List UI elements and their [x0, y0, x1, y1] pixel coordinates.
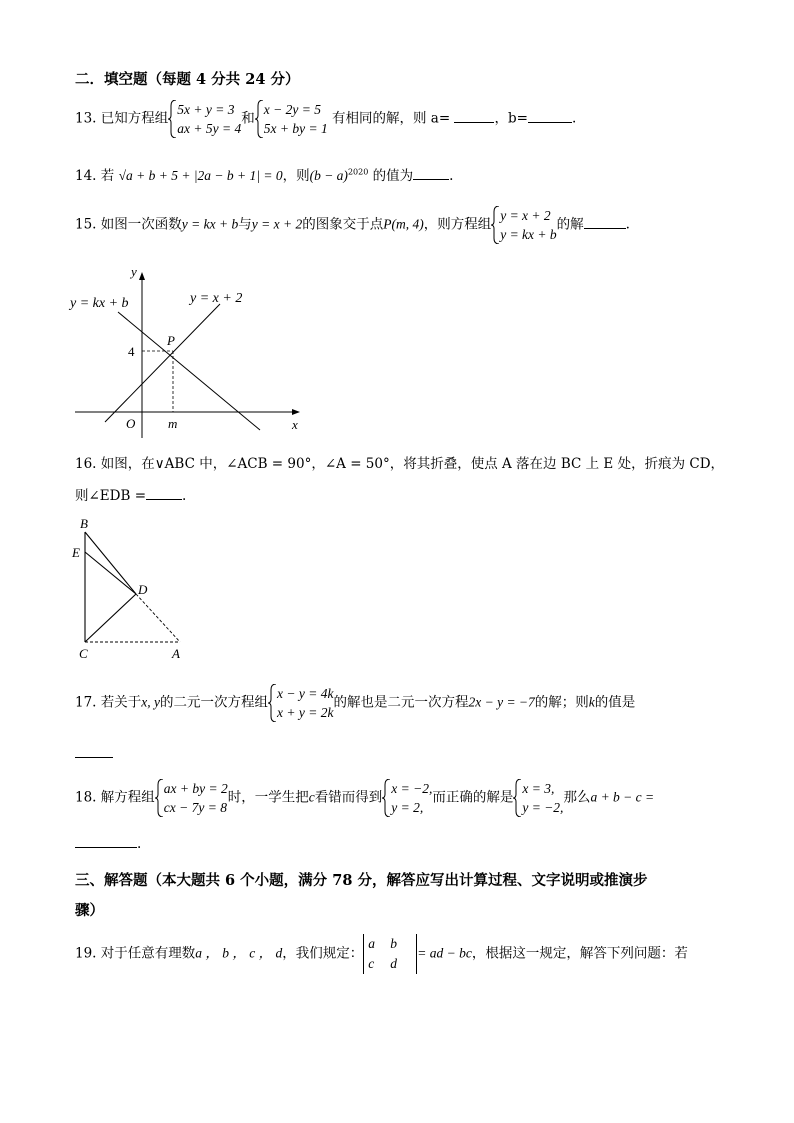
q17-k: k	[588, 694, 595, 710]
segment-da-dashed	[136, 594, 180, 642]
segment-ed	[85, 552, 136, 594]
q18-expression: a + b − c =	[590, 789, 655, 805]
q15-function-1: y = kx + b	[181, 216, 239, 232]
q14-expression-1: √a + b + 5 + |2a − b + 1| = 0	[118, 168, 283, 183]
q16-text-2: 则∠EDB =	[75, 488, 147, 504]
q15-number: 15.	[75, 216, 97, 233]
q17-text-2: 的二元一次方程组	[160, 694, 269, 711]
q13-system-1	[168, 100, 241, 138]
q18-text-4: 而正确的解是	[432, 789, 514, 806]
label-a: A	[172, 646, 180, 661]
q14-exponent: 2020	[347, 167, 369, 177]
q17-answer-blank[interactable]	[75, 742, 113, 758]
q13-system-2	[255, 100, 328, 138]
q17-number: 17.	[75, 694, 97, 711]
q18-sys-eq2: cx − 7y = 8	[163, 800, 227, 815]
q17-equation: 2x − y = −7	[468, 694, 535, 710]
q15-text-2: 与	[238, 216, 252, 233]
q19-determinant	[363, 934, 417, 974]
q16-dot: .	[182, 488, 187, 504]
section-2-title: 二．填空题（每题 4 分共 24 分）	[75, 71, 300, 88]
det-d: d	[390, 956, 398, 971]
q19-number: 19.	[75, 945, 97, 962]
section-3-title-line-1: 三、解答题（本大题共 6 个小题，满分 78 分，解答应写出计算过程、文字说明或推演步	[75, 872, 648, 889]
q18-sol2-y: y = −2,	[522, 800, 564, 815]
q15-graph	[60, 262, 310, 440]
q15-text-3: 的图象交于点	[302, 216, 384, 233]
q18-number: 18.	[75, 789, 97, 806]
question-13	[75, 100, 576, 138]
label-b: B	[80, 516, 88, 531]
q14-answer-blank[interactable]	[413, 179, 449, 180]
q14-number: 14.	[75, 168, 97, 184]
q18-text-5: 那么	[563, 789, 591, 806]
q14-dot: .	[449, 168, 454, 184]
q19-text-3: ，根据这一规定，解答下列问题：若	[471, 945, 688, 962]
q18-sol1-x: x = −2,	[391, 781, 433, 796]
q13-b-label: ，b=	[494, 110, 528, 127]
q13-sys2-eq2: 5x + by = 1	[263, 121, 328, 136]
q18-text-2: 时，一学生把	[227, 789, 309, 806]
q17-text-3: 的解也是二元一次方程	[333, 694, 469, 711]
q14-end: 的值为	[372, 168, 414, 184]
q18-correct-solution	[513, 779, 563, 817]
question-18	[75, 779, 654, 817]
q19-text-2: ，我们规定：	[282, 945, 364, 962]
q15-system	[491, 206, 556, 244]
q18-sol1-y: y = 2,	[391, 800, 424, 815]
question-17	[75, 684, 635, 722]
q15-sys-eq2: y = kx + b	[500, 227, 557, 242]
q17-system	[268, 684, 333, 722]
q17-sys-eq2: x + y = 2k	[277, 705, 334, 720]
q13-and: 和	[241, 110, 255, 127]
q15-answer-blank[interactable]	[584, 228, 626, 229]
q17-vars: x, y	[141, 694, 161, 710]
q13-middle-text: 有相同的解，则 a=	[332, 110, 451, 127]
q16-answer-blank[interactable]	[146, 499, 182, 500]
q18-dot: .	[137, 836, 142, 852]
q16-text-1: 如图，在∨ABC 中，∠ACB = 90°，∠A = 50°，将其折叠，使点 A 落在边 BC 上 E 处，折痕为 CD，	[100, 456, 725, 472]
q17-sys-eq1: x − y = 4k	[277, 686, 334, 701]
q18-text-3: 看错而得到	[314, 789, 383, 806]
q19-text-1: 对于任意有理数	[100, 945, 196, 962]
q18-answer-line	[75, 836, 141, 852]
q19-definition: = ad − bc	[417, 945, 472, 961]
q18-wrong-solution	[382, 779, 432, 817]
q13-sys2-eq1: x − 2y = 5	[263, 102, 321, 117]
q18-answer-blank[interactable]	[75, 847, 137, 848]
label-kx-plus-b: y = kx + b	[70, 296, 129, 311]
det-a: a	[368, 936, 376, 951]
q14-prefix: 若	[100, 168, 115, 184]
section-3-title-line-2: 骤）	[75, 902, 104, 919]
q16-number: 16.	[75, 456, 97, 472]
q18-system	[155, 779, 228, 817]
line-y-equals-x-plus-2	[105, 304, 220, 422]
label-origin: O	[126, 416, 136, 431]
q17-text-1: 若关于	[100, 694, 142, 711]
q13-answer-a-blank[interactable]	[454, 122, 494, 123]
q13-end: .	[571, 110, 577, 127]
q13-sys1-eq2: ax + 5y = 4	[177, 121, 242, 136]
segment-bd	[85, 532, 136, 594]
q19-vars: a ， b ， c ， d	[195, 945, 283, 961]
q13-sys1-eq1: 5x + y = 3	[177, 102, 235, 117]
x-axis-arrow	[292, 409, 300, 415]
label-y-axis: y	[131, 264, 137, 279]
question-15	[75, 206, 630, 244]
label-x-plus-2: y = x + 2	[190, 291, 243, 306]
segment-cd	[85, 594, 136, 642]
q18-c: c	[308, 789, 315, 805]
q18-text-1: 解方程组	[100, 789, 155, 806]
q18-sys-eq1: ax + by = 2	[163, 781, 228, 796]
label-c: C	[79, 646, 88, 661]
label-d: D	[138, 582, 148, 597]
q18-sol2-x: x = 3,	[522, 781, 555, 796]
q15-sys-eq1: y = x + 2	[500, 208, 551, 223]
det-b: b	[390, 936, 398, 951]
q17-text-4: 的解；则	[534, 694, 589, 711]
label-point-p: P	[167, 333, 175, 348]
q13-number: 13.	[75, 110, 97, 127]
q15-text-1: 如图一次函数	[100, 216, 182, 233]
question-16-line-1	[75, 452, 724, 472]
q14-middle: ，则	[282, 168, 310, 184]
label-x-tick-m: m	[168, 416, 178, 431]
q15-text-5: 的解	[556, 216, 584, 233]
y-axis-arrow	[139, 272, 145, 280]
question-16-line-2	[75, 484, 186, 504]
q13-prefix: 已知方程组	[100, 110, 169, 127]
q15-dot: .	[625, 216, 630, 233]
label-x-axis: x	[292, 417, 298, 432]
q14-expression-2: (b − a)	[309, 168, 348, 183]
question-14	[75, 164, 453, 184]
question-19	[75, 934, 688, 974]
q13-answer-b-blank[interactable]	[528, 122, 572, 123]
q15-function-2: y = x + 2	[251, 216, 303, 232]
q15-point: P(m, 4)	[383, 216, 424, 232]
det-c: c	[368, 956, 375, 971]
label-y-tick-4: 4	[128, 344, 135, 359]
q15-text-4: ，则方程组	[423, 216, 492, 233]
q16-figure	[70, 512, 200, 664]
q17-text-5: 的值是	[594, 694, 636, 711]
label-e: E	[72, 545, 80, 560]
